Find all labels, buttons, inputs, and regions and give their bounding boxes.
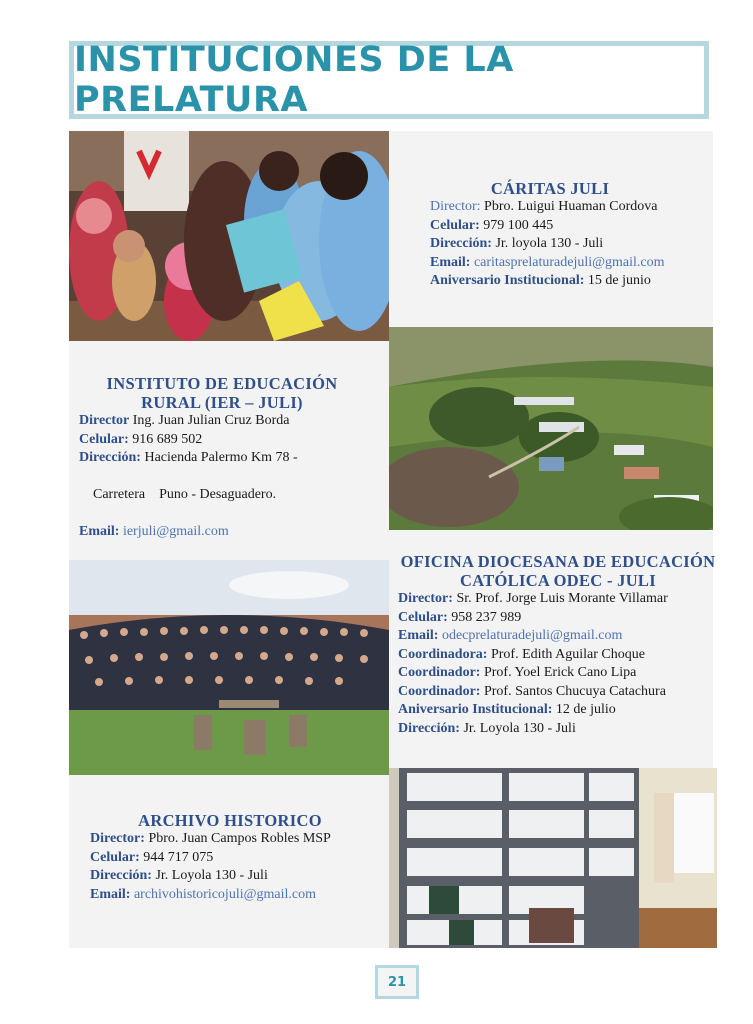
label: Dirección: bbox=[90, 868, 152, 883]
label: Dirección: bbox=[398, 720, 460, 736]
label: Celular: bbox=[90, 849, 140, 865]
ier-celular bbox=[79, 431, 379, 450]
odec-info bbox=[398, 552, 728, 738]
odec-direccion bbox=[398, 720, 728, 739]
caritas-direccion bbox=[430, 235, 713, 254]
label: Director: bbox=[90, 831, 145, 846]
label: Aniversario Institucional: bbox=[398, 702, 553, 717]
ier-heading-line2: RURAL (IER – JULI) bbox=[141, 393, 303, 412]
value: 15 de junio bbox=[587, 273, 651, 288]
label: Dirección: bbox=[79, 450, 141, 465]
label: Celular: bbox=[79, 431, 129, 447]
archivo-director bbox=[90, 830, 385, 849]
email-link[interactable]: caritasprelaturadejuli@gmail.com bbox=[473, 254, 665, 270]
label: Director: bbox=[398, 591, 453, 606]
archivo-celular bbox=[90, 849, 385, 868]
ier-heading-line1: INSTITUTO DE EDUCACIÓN bbox=[106, 374, 338, 393]
label: Aniversario Institucional: bbox=[430, 273, 585, 288]
odec-group-photo bbox=[69, 560, 389, 775]
label: Coordinador: bbox=[398, 683, 481, 699]
caritas-celular bbox=[430, 217, 713, 236]
caritas-email bbox=[430, 254, 713, 273]
archivo-info bbox=[90, 811, 385, 904]
odec-email bbox=[398, 627, 728, 646]
value: 12 de julio bbox=[555, 702, 616, 717]
ier-direccion bbox=[79, 449, 379, 468]
label: Celular: bbox=[398, 609, 448, 625]
archivo-email bbox=[90, 886, 385, 905]
odec-celular bbox=[398, 609, 728, 628]
label: Celular: bbox=[430, 217, 480, 233]
ier-director bbox=[79, 412, 379, 431]
ier-info bbox=[79, 374, 379, 542]
caritas-heading: CÁRITAS JULI bbox=[490, 179, 610, 198]
archive-shelves-photo bbox=[389, 768, 717, 948]
odec-heading-line2: CATÓLICA ODEC - JULI bbox=[460, 571, 656, 590]
page-number bbox=[375, 965, 419, 999]
page-number-text: 21 bbox=[387, 974, 407, 990]
caritas-director bbox=[430, 198, 713, 217]
odec-aniversario bbox=[398, 701, 728, 720]
odec-heading-line1: OFICINA DIOCESANA DE EDUCACIÓN bbox=[400, 552, 716, 571]
value: Jr. Loyola 130 - Juli bbox=[155, 868, 268, 883]
value: 979 100 445 bbox=[483, 217, 554, 233]
value: 916 689 502 bbox=[132, 431, 203, 447]
caritas-aniversario bbox=[430, 272, 713, 291]
ier-campus-photo bbox=[389, 327, 713, 530]
odec-coordinador-2 bbox=[398, 683, 728, 702]
email-link[interactable]: archivohistoricojuli@gmail.com bbox=[133, 886, 316, 902]
page-title-box bbox=[69, 41, 709, 119]
value: Pbro. Juan Campos Robles MSP bbox=[148, 831, 331, 846]
value: Jr. loyola 130 - Juli bbox=[495, 236, 604, 251]
label: Coordinadora: bbox=[398, 646, 488, 662]
ier-email bbox=[79, 523, 379, 542]
email-link[interactable]: ierjuli@gmail.com bbox=[122, 524, 229, 539]
value: 944 717 075 bbox=[143, 849, 214, 865]
odec-director bbox=[398, 590, 728, 609]
label: Coordinador: bbox=[398, 665, 481, 680]
ier-direccion-cont bbox=[79, 468, 379, 524]
caritas-info bbox=[430, 179, 713, 291]
label: Email: bbox=[79, 524, 120, 539]
label: Dirección: bbox=[430, 236, 492, 251]
odec-coordinadora bbox=[398, 646, 728, 665]
archivo-direccion bbox=[90, 867, 385, 886]
value: Jr. Loyola 130 - Juli bbox=[463, 720, 576, 736]
odec-coordinador-1 bbox=[398, 664, 728, 683]
label: Email: bbox=[430, 254, 471, 270]
page-title: INSTITUCIONES DE LA PRELATURA bbox=[74, 40, 514, 120]
archivo-heading: ARCHIVO HISTORICO bbox=[138, 811, 322, 830]
label: Director bbox=[79, 413, 130, 428]
value: Hacienda Palermo Km 78 - bbox=[144, 450, 298, 465]
value: Prof. Edith Aguilar Choque bbox=[490, 646, 645, 662]
value: Prof. Santos Chucuya Catachura bbox=[483, 683, 666, 699]
email-link[interactable]: odecprelaturadejuli@gmail.com bbox=[441, 628, 623, 643]
value: Prof. Yoel Erick Cano Lipa bbox=[483, 665, 637, 680]
label: Email: bbox=[90, 886, 131, 902]
caritas-photo bbox=[69, 131, 389, 341]
value: 958 237 989 bbox=[451, 609, 522, 625]
value: Carretera Puno - Desaguadero. bbox=[93, 487, 277, 502]
value: Pbro. Luigui Huaman Cordova bbox=[484, 199, 658, 214]
value: Sr. Prof. Jorge Luis Morante Villamar bbox=[456, 591, 668, 606]
label: Email: bbox=[398, 628, 439, 643]
value: Ing. Juan Julian Cruz Borda bbox=[132, 413, 290, 428]
label: Director: bbox=[430, 199, 481, 214]
